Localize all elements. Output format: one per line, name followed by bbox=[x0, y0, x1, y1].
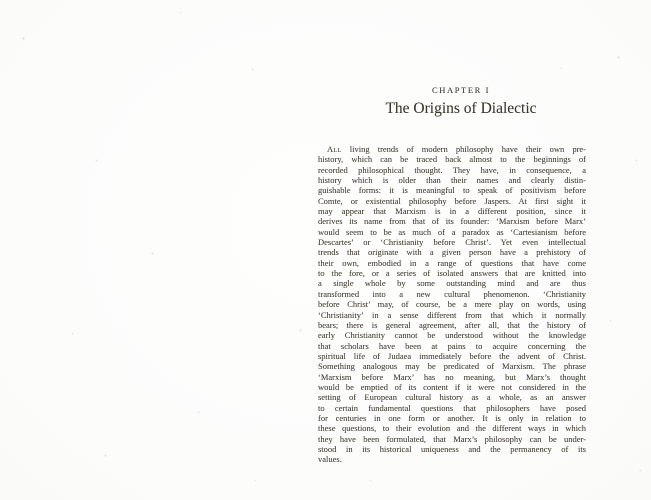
text-line: ‘Marxism before Marx’ has no meaning, but Marx’s thought bbox=[318, 371, 586, 382]
text-line: recorded philosophical thought. They have, in consequence, a bbox=[318, 164, 586, 175]
paragraph bbox=[318, 144, 586, 465]
text-line: ‘Christianity’ in a sense different from that which it normally bbox=[318, 309, 586, 320]
text-line: early Christianity cannot be understood without the knowledge bbox=[318, 330, 586, 341]
text-line: before Christ’ may, of course, be a mere play on words, using bbox=[318, 299, 586, 310]
text-line: derives its name from that of its founder: ‘Marxism before Marx’ bbox=[318, 216, 586, 227]
text-line: would seem to be as much of a paradox as ‘Cartesianism before bbox=[318, 226, 586, 237]
text-line: All living trends of modern philosophy have their own pre- bbox=[327, 144, 586, 154]
text-line: for centuries in one form or another. It is only in relation to bbox=[318, 412, 586, 423]
text-line: they have been formulated, that Marx’s philosophy can be under- bbox=[318, 433, 586, 444]
text-line: values. bbox=[318, 454, 342, 465]
text-line: bears; there is general agreement, after all, that the history of bbox=[318, 319, 586, 330]
chapter-label: CHAPTER I bbox=[431, 85, 491, 95]
text-line: setting of European cultural history as a whole, as an answer bbox=[318, 392, 586, 403]
text-line: may appear that Marxism is in a different position, since it bbox=[318, 206, 586, 217]
text-line: would be emptied of its content if it were not considered in the bbox=[318, 381, 586, 392]
page-title: The Origins of Dialectic bbox=[385, 100, 537, 117]
text-line: Comte, or existential philosophy before Jaspers. At first sight it bbox=[318, 195, 586, 206]
text-line: that scholars have been at pains to acquire concerning the bbox=[318, 340, 586, 351]
text-line: spiritual life of Judaea immediately before the advent of Christ. bbox=[318, 350, 586, 361]
text-line: Something analogous may be predicated of Marxism. The phrase bbox=[318, 361, 586, 372]
text-line: history, which can be traced back almost to the beginnings of bbox=[318, 154, 586, 165]
text-line: transformed into a new cultural phenomenon. ‘Christianity bbox=[318, 288, 586, 299]
right-page-content bbox=[318, 0, 586, 500]
text-line: to the fore, or a series of isolated answers that are knitted into bbox=[318, 268, 586, 279]
text-line: trends that originate with a given person have a prehistory of bbox=[318, 247, 586, 258]
text-line: a single whole by some outstanding mind and are thus bbox=[318, 278, 586, 289]
text-line: guishable forms: it is meaningful to speak of positivism before bbox=[318, 185, 586, 196]
text-line: stood in its historical uniqueness and the permanency of its bbox=[318, 443, 586, 454]
text-line: Descartes’ or ‘Christianity before Christ’. Yet even intellectual bbox=[318, 237, 586, 248]
text-line: to certain fundamental questions that philosophers have posed bbox=[318, 402, 586, 413]
lead-word-small-caps: All bbox=[327, 144, 342, 154]
text-line: these questions, to their evolution and the different ways in which bbox=[318, 423, 586, 434]
text-line: their own, embodied in a range of questions that have come bbox=[318, 257, 586, 268]
text-line: history which is older than their names and clearly distin- bbox=[318, 175, 586, 186]
left-page-blank bbox=[0, 0, 325, 500]
